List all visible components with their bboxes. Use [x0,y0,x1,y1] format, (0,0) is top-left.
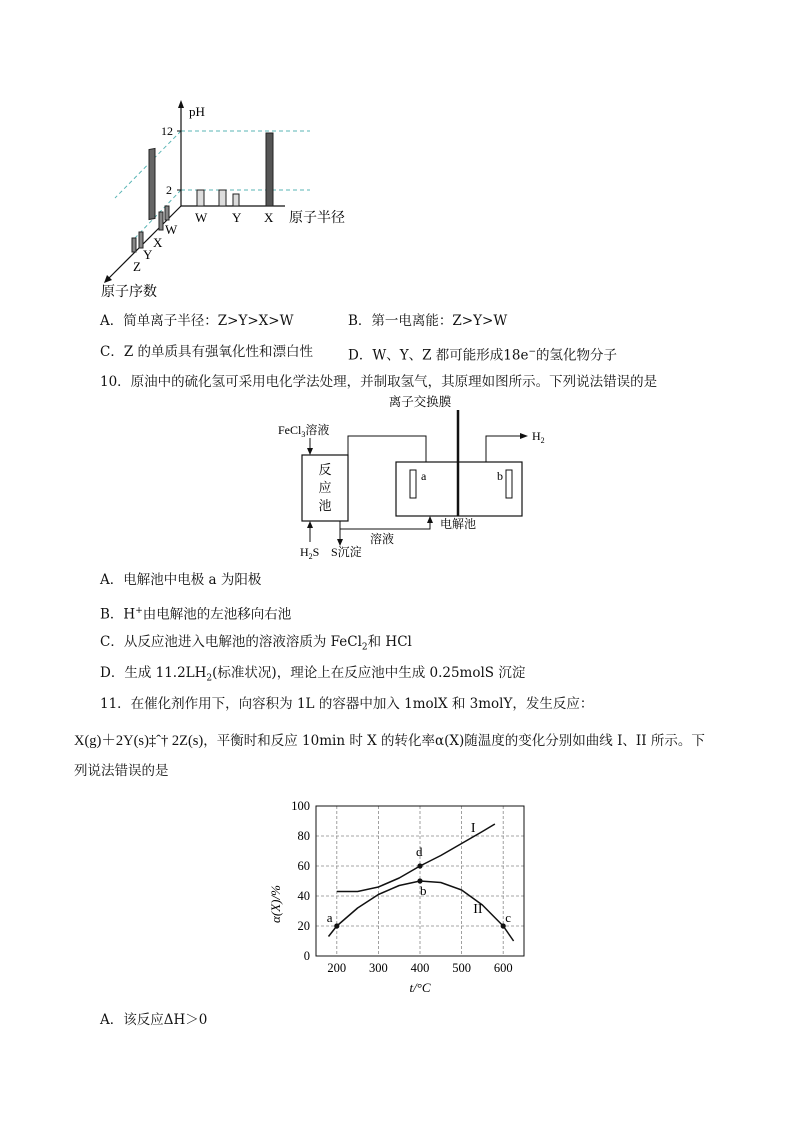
tick-2: 2 [166,183,172,197]
q10-option-c-prefix: C．从反应池进入电解池的溶液溶质为 FeCl [100,634,362,650]
h2-label: $H_2$ [532,429,545,445]
point-a [334,923,339,928]
depth-label-w: W [165,222,178,237]
reactor-char-3: 池 [318,498,332,513]
bar-depth-5 [165,206,169,220]
electrolytic-cell-label: 电解池 [440,517,477,531]
q11-reaction-line [74,731,705,751]
point-d [417,863,422,868]
q10-option-a: A．电解池中电极 a 为阳极 [100,572,262,588]
conversion-temperature-chart [262,796,538,998]
x-tick-label: 600 [493,961,513,975]
electrochem-diagram [270,392,570,564]
solution-label: 溶液 [370,532,395,546]
y-tick-label: 60 [297,859,310,873]
electrode-b [506,470,512,498]
q10-option-b-prefix: B．H [100,606,136,623]
q10-option-c [100,632,412,658]
q9-option-d-prefix: D．W、Y、Z 都可能形成 [348,347,504,364]
q10-stem: 10．原油中的硫化氢可采用电化学法处理，并制取氢气，其原理如图所示。下列说法错误的是 [100,374,658,390]
chart-axes [291,799,524,975]
fecl3-label: FeCl$_3$溶液 [278,423,330,439]
bar-depth-2 [159,212,163,230]
q11-option-a: A．该反应ΔH＞0 [100,1012,208,1028]
q10-option-b-suffix: 由电解池的左池移向右池 [142,606,292,623]
chart-y-axis-label: α(X)/% [268,885,283,923]
q9-option-c: C．Z 的单质具有强氧化性和漂白性 [100,344,314,360]
depth-label-x: X [153,235,163,250]
y-tick-label: 100 [291,799,310,813]
s-precip-label: S沉淀 [331,545,362,559]
q10-option-d-sub: 2 [206,673,213,684]
q10-option-d-prefix: D．生成 11.2LH [100,665,207,681]
point-label-c: c [505,910,511,925]
reactor-char-2: 应 [318,480,332,495]
q11-reaction-tail: ，平衡时和反应 10min 时 X 的转化率α(X)随温度的变化分别如曲线 I、II 所示。下 [203,733,705,749]
series-label-2: II [473,902,483,917]
membrane-label: 离子交换膜 [388,395,452,409]
x-tick-label: 400 [410,961,430,975]
electrode-a-label: a [421,469,427,483]
bar-depth-4 [139,232,143,248]
q9-option-d [348,342,617,366]
point-label-a: a [326,910,333,925]
bar-depth-3 [132,238,136,252]
y-tick-label: 20 [297,919,310,933]
chart-points [327,844,511,929]
q10-option-c-suffix: 和 HCl [367,634,412,650]
depth-label-z: Z [133,259,141,274]
x-label-y: Y [232,210,242,225]
h2s-label: $H_2S$ [300,545,320,561]
electrode-a [410,470,416,498]
depth-label-y: Y [143,247,153,262]
q9-option-d-sup: − [528,347,537,357]
bar-y [219,190,226,206]
x-label-x: X [264,210,274,225]
point-label-d: d [416,844,423,859]
q10-option-c-sub: 2 [361,642,368,653]
q10-option-b-sup: + [135,606,143,616]
x-tick-label: 300 [369,961,388,975]
ph-3d-figure [95,98,375,303]
q11-stem: 11．在催化剂作用下，向容积为 1L 的容器中加入 1molX 和 3molY，发生反应： [100,696,594,712]
q10-option-d-suffix: (标准状况)，理论上在反应池中生成 0.25molS 沉淀 [212,665,526,681]
x-tick-label: 200 [327,961,347,975]
q9-option-b: B．第一电离能：Z>Y>W [348,313,508,329]
x-label-w: W [195,210,208,225]
tick-12: 12 [161,124,173,138]
bar-y2 [233,194,239,206]
series-label-1: I [470,821,476,836]
bar-x [266,133,273,206]
electrode-b-label: b [497,469,503,483]
q11-reaction: X(g)＋2Y(s)‡ˆ† 2Z(s) [74,733,204,749]
y-tick-label: 0 [303,949,310,963]
y-tick-label: 80 [297,829,310,843]
q10-option-b [100,601,291,625]
q9-option-d-suffix: 的氢化物分子 [536,347,618,364]
y-tick-label: 40 [297,889,310,903]
bar-w [197,190,204,206]
q11-stem-end: 列说法错误的是 [74,763,169,779]
bar-depth-1 [149,148,155,219]
depth-axis-label: 原子序数 [101,285,157,300]
x-axis-label: 原子半径 [289,211,345,226]
reactor-char-1: 反 [318,462,332,477]
chart-x-axis-label: t/°C [409,980,431,995]
point-label-b: b [420,883,427,898]
q9-option-a: A．简单离子半径：Z>Y>X>W [100,313,294,329]
q9-option-d-mid: 18e [503,347,529,364]
q10-option-d [100,663,525,689]
x-tick-label: 500 [452,961,471,975]
ph-axis-label: pH [189,104,205,119]
